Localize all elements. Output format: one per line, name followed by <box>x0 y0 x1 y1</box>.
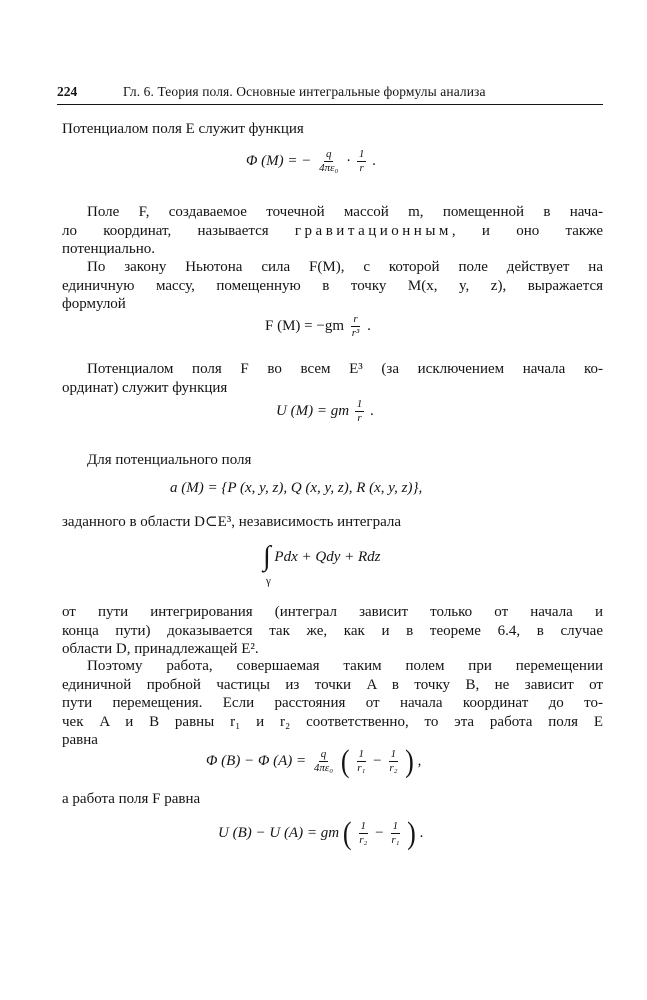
integral-sign: ∫ <box>263 541 271 572</box>
fraction: $\frac{1}{\text{r₂}}$ <box>359 820 368 846</box>
text-line: заданного в области D⊂E³, независимость интеграла <box>62 514 402 530</box>
paragraph-9 <box>62 790 603 809</box>
fraction: $\frac{1}{r}$ <box>356 398 363 424</box>
fraction: $\frac{1}{\text{r₁}}$ <box>357 748 366 774</box>
formula-newton-force: F (M) = −gm $\frac{r}{\text{r³}}$ . <box>265 313 371 339</box>
formula-lhs: Φ (B) − Φ (A) = <box>206 753 307 769</box>
page-number: 224 <box>57 84 78 99</box>
text-line: формулой <box>62 296 126 312</box>
emphasized-term: гравитационным <box>294 222 452 239</box>
formula-work-e: Φ (B) − Φ (A) = $\frac{q}{\text{4πε₀}}$ ( $\frac{1}{\text{r₁}}$ − $\frac{1}{\text{r₂}}$ ) , <box>206 743 422 779</box>
text-line: единичной пробной частицы из точки A в точку B, не зависит от <box>62 676 603 693</box>
paragraph-5 <box>62 451 603 470</box>
running-head-title: Гл. 6. Теория поля. Основные интегральные формулы анализа <box>123 84 486 99</box>
text-line: единичную массу, помещенную в точку M(x, y, z), выражается <box>62 277 603 294</box>
formula-potential-f: U (M) = gm $\frac{1}{r}$ . <box>276 398 374 424</box>
formula-lhs: U (B) − U (A) = gm <box>218 825 340 841</box>
text-line: конца пути) доказывается так же, как и в теореме 6.4, в случае <box>62 622 603 639</box>
paragraph-6 <box>62 513 603 532</box>
text-line: По закону Ньютона сила F(M), с которой поле действует на <box>87 259 603 275</box>
fraction: $\frac{r}{\text{r³}}$ <box>351 313 360 339</box>
text-line: ординат) служит функция <box>62 379 228 396</box>
text-line: пути перемещения. Если расстояния от начала координат до то- <box>62 695 603 711</box>
paragraph-2 <box>62 203 603 259</box>
formula-lhs: U (M) = gm <box>276 403 350 419</box>
fraction: $\frac{q}{\text{4πε₀}}$ <box>313 748 334 774</box>
formula-vector-field: a (M) = {P (x, y, z), Q (x, y, z), R (x, y, z)}, <box>170 480 423 497</box>
paragraph-7 <box>62 603 603 659</box>
formula-potential-e: Φ (M) = − $\frac{q}{\text{4πε₀}}$ · $\frac{1}{r}$ . <box>246 148 376 174</box>
text-line: Потенциалом поля F во всем E³ (за исключением начала ко- <box>87 361 603 377</box>
integral-subscript: γ <box>266 575 271 587</box>
text-line: области D, принадлежащей E². <box>62 641 259 657</box>
paragraph-1 <box>62 120 603 139</box>
formula-work-f: U (B) − U (A) = gm ( $\frac{1}{\text{r₂}}$ − $\frac{1}{\text{r₁}}$ ) . <box>218 815 424 851</box>
formula-lhs: F (M) = −gm <box>265 318 345 334</box>
text-line: Потенциалом поля E служит функция <box>62 121 304 137</box>
paragraph-3 <box>62 258 603 314</box>
fraction: $\frac{1}{r}$ <box>358 148 365 174</box>
text-line: равна <box>62 732 98 748</box>
text-line: потенциально. <box>62 241 156 257</box>
text-line: Для потенциального поля <box>87 452 252 468</box>
paragraph-8 <box>62 657 603 750</box>
formula-line-integral: ∫ Pdx + Qdy + Rdz <box>263 541 381 572</box>
text-line: ло координат, называется гравитационным, и оно также <box>62 222 603 239</box>
text-line: а работа поля F равна <box>62 791 201 807</box>
text-line: Поле F, создаваемое точечной массой m, помещенной в нача- <box>87 204 603 220</box>
running-header <box>57 84 603 105</box>
text-line: Поэтому работа, совершаемая таким полем при перемещении <box>87 658 603 674</box>
fraction: $\frac{q}{\text{4πε₀}}$ <box>319 148 339 174</box>
text-line: чек A и B равны r₁ и r₂ соответственно, то эта работа поля E <box>62 713 603 730</box>
paragraph-4 <box>62 360 603 397</box>
text-line: от пути интегрирования (интеграл зависит только от начала и <box>62 604 603 620</box>
formula-lhs: Φ (M) = − <box>246 153 312 169</box>
fraction: $\frac{1}{\text{r₂}}$ <box>389 748 398 774</box>
fraction: $\frac{1}{\text{r₁}}$ <box>391 820 400 846</box>
